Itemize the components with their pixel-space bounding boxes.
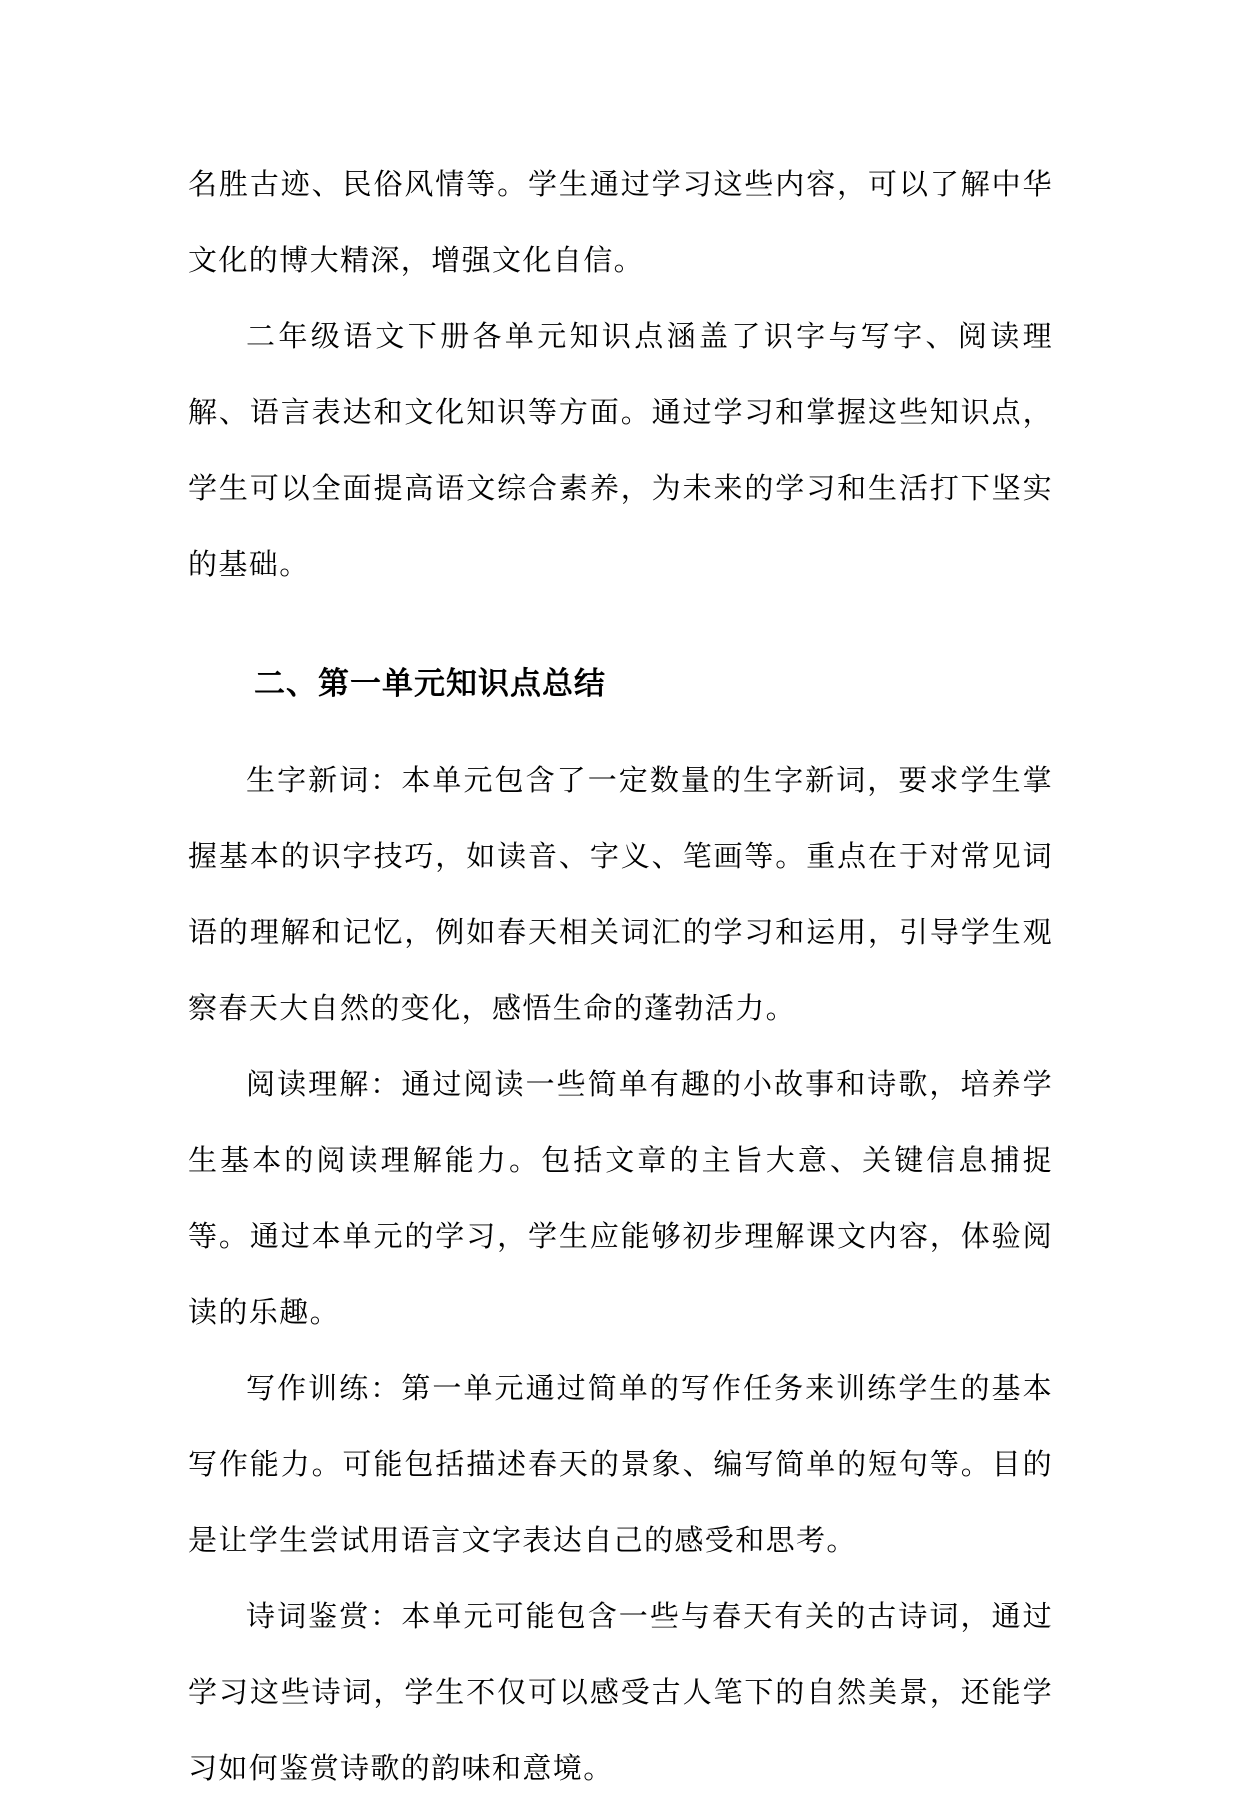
section-heading: 二、第一单元知识点总结 [254,666,606,702]
paragraph-new-words: 生字新词：本单元包含了一定数量的生字新词，要求学生掌握基本的识字技巧，如读音、字义、笔画等。重点在于对常见词语的理解和记忆，例如春天相关词汇的学习和运用，引导学生观察春天大自然的变化，感悟生命的蓬勃活力。 [188,763,1053,1025]
paragraph-summary: 二年级语文下册各单元知识点涵盖了识字与写字、阅读理解、语言表达和文化知识等方面。通过学习和掌握这些知识点，学生可以全面提高语文综合素养，为未来的学习和生活打下坚实的基础。 [188,319,1053,581]
document-page [188,146,1053,1806]
paragraph-continued: 名胜古迹、民俗风情等。学生通过学习这些内容，可以了解中华文化的博大精深，增强文化自信。 [188,167,1053,277]
paragraph-reading: 阅读理解：通过阅读一些简单有趣的小故事和诗歌，培养学生基本的阅读理解能力。包括文章的主旨大意、关键信息捕捉等。通过本单元的学习，学生应能够初步理解课文内容，体验阅读的乐趣。 [188,1067,1053,1329]
paragraph-writing: 写作训练：第一单元通过简单的写作任务来训练学生的基本写作能力。可能包括描述春天的景象、编写简单的短句等。目的是让学生尝试用语言文字表达自己的感受和思考。 [188,1371,1053,1557]
paragraph-poetry: 诗词鉴赏：本单元可能包含一些与春天有关的古诗词，通过学习这些诗词，学生不仅可以感受古人笔下的自然美景，还能学习如何鉴赏诗歌的韵味和意境。 [188,1599,1053,1785]
